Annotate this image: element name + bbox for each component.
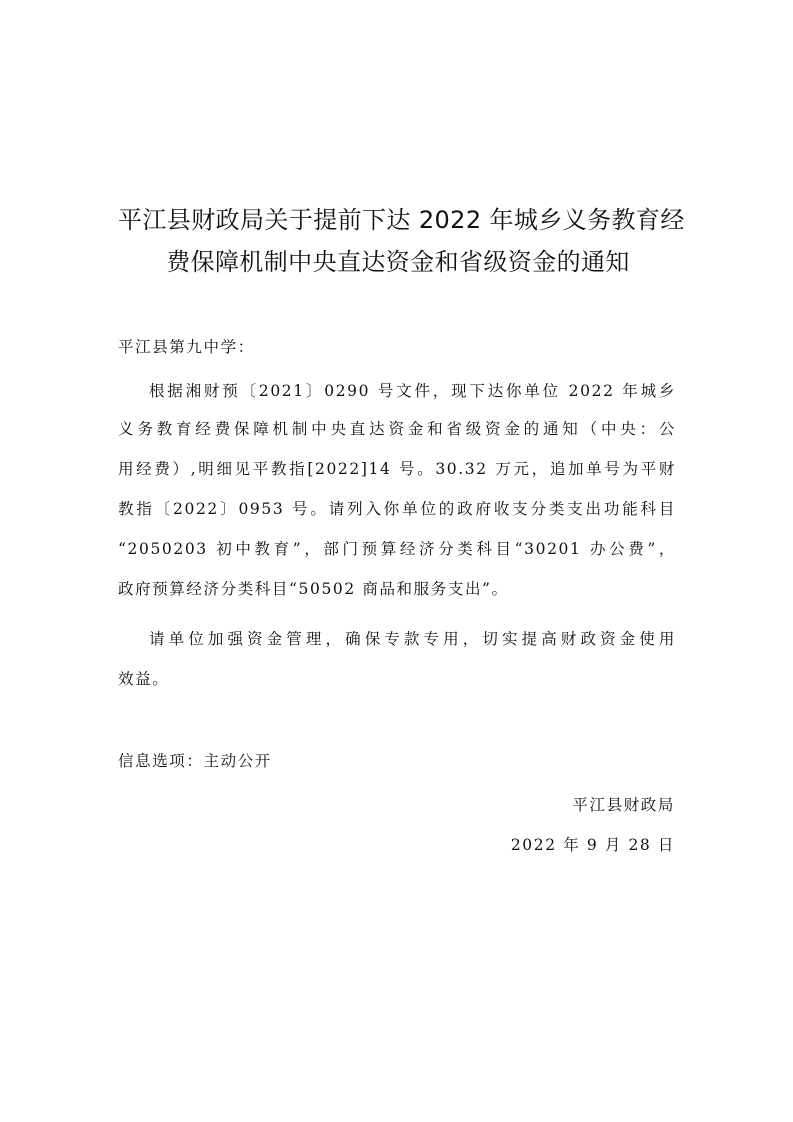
salutation: 平江县第九中学： [118, 338, 255, 356]
paragraph-1-line-2: 义务教育经费保障机制中央直达资金和省级资金的通知（中央：公 [118, 420, 676, 438]
paragraph-1-line-4: 教指〔2022〕0953 号。请列入你单位的政府收支分类支出功能科目 [118, 500, 676, 518]
document-title-line-2: 费保障机制中央直达资金和省级资金的通知 [166, 248, 630, 276]
paragraph-2-line-1: 请单位加强资金管理，确保专款专用，切实提高财政资金使用 [149, 630, 676, 648]
paragraph-1-line-1: 根据湘财预〔2021〕0290 号文件，现下达你单位 2022 年城乡 [149, 382, 676, 400]
paragraph-2-line-2: 效益。 [118, 670, 170, 688]
signature-date: 2022 年 9 月 28 日 [510, 836, 675, 854]
paragraph-1-line-3: 用经费）,明细见平教指[2022]14 号。30.32 万元，追加单号为平财 [118, 460, 676, 478]
info-option: 信息选项：主动公开 [118, 752, 272, 770]
signature-org: 平江县财政局 [572, 796, 675, 814]
document-title-line-1: 平江县财政局关于提前下达 2022 年城乡义务教育经 [118, 206, 685, 234]
paragraph-1-line-5: “2050203 初中教育”，部门预算经济分类科目“30201 办公费”， [118, 540, 676, 558]
paragraph-1-line-6: 政府预算经济分类科目“50502 商品和服务支出”。 [118, 580, 509, 598]
